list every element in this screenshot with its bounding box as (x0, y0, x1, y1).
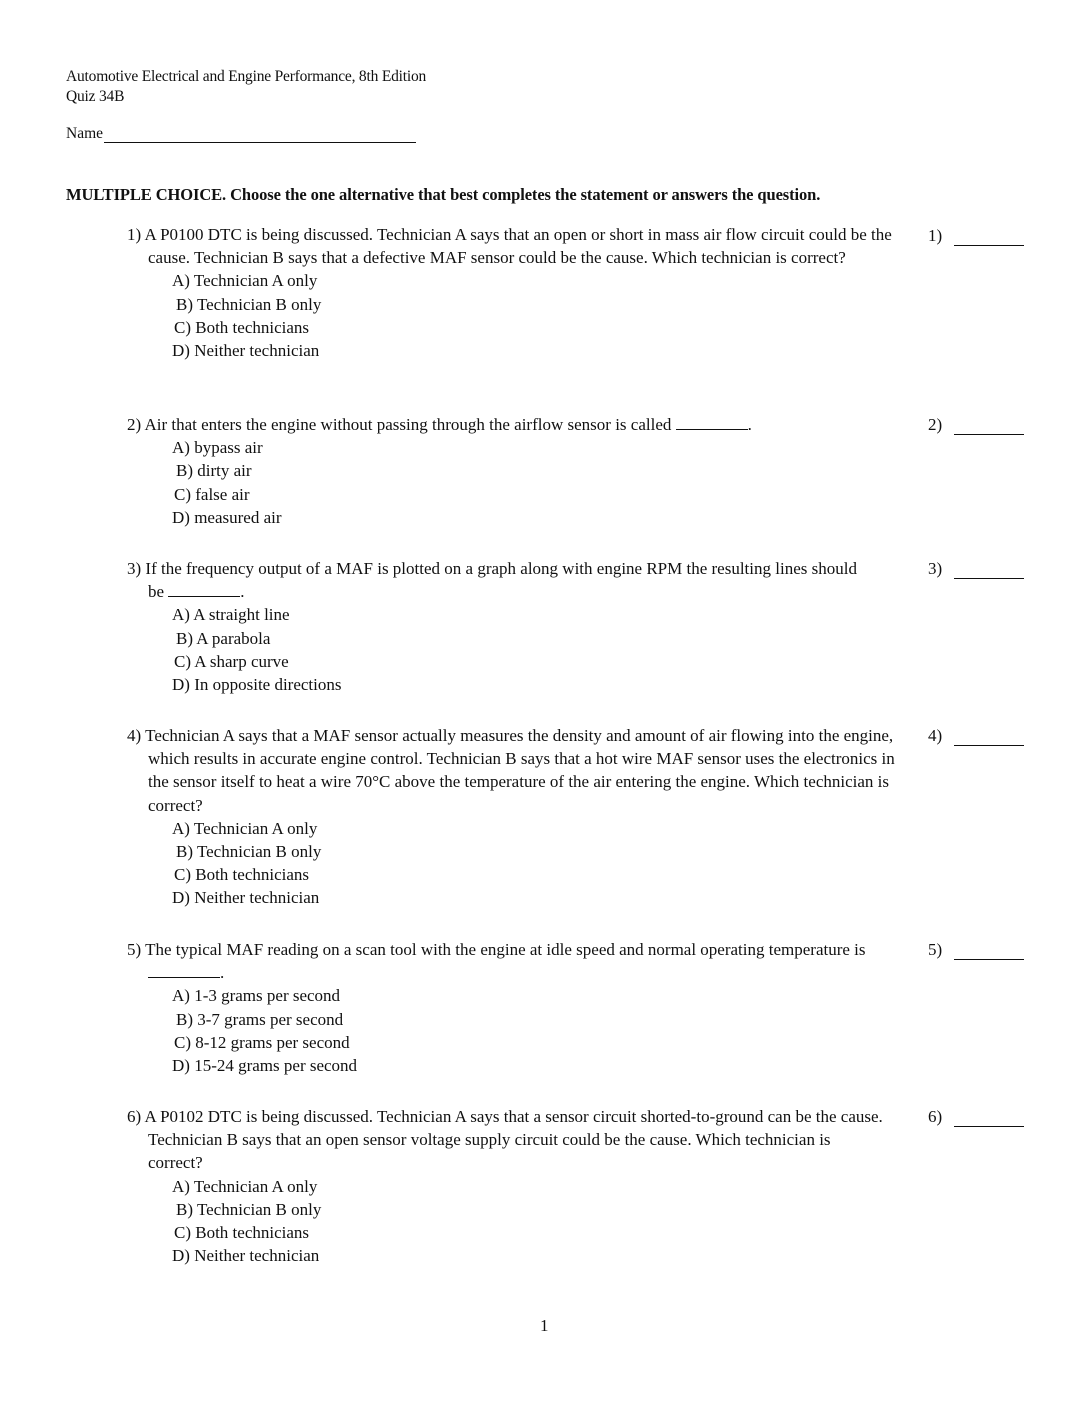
question-number: 6) (127, 1107, 142, 1126)
choice-list (172, 984, 917, 1077)
question-text: The typical MAF reading on a scan tool with the engine at idle speed and normal operating temperature is (145, 940, 866, 959)
choice-list (172, 436, 917, 529)
choice-d: D) 15-24 grams per second (172, 1056, 358, 1076)
answer-slot-6 (928, 1107, 1024, 1127)
question-text: If the frequency output of a MAF is plotted on a graph along with engine RPM the resulting lines should be (145, 559, 857, 602)
question-number: 2) (127, 415, 142, 434)
answer-slot-3 (928, 559, 1024, 579)
name-label: Name (66, 125, 104, 142)
fill-in-blank (676, 415, 748, 430)
answer-blank-line[interactable] (954, 1112, 1024, 1127)
choice-d: D) Neither technician (172, 341, 320, 361)
fill-in-blank (148, 963, 220, 978)
question-text-end: . (220, 963, 225, 983)
answer-number: 4) (928, 726, 943, 745)
choice-a: A) bypass air (172, 438, 263, 458)
choice-c: C) 8-12 grams per second (174, 1032, 350, 1052)
question-number: 4) (127, 726, 142, 745)
choice-list (172, 1175, 917, 1268)
question-5 (127, 938, 917, 1077)
answer-slot-4 (928, 726, 1024, 746)
answer-slot-5 (928, 940, 1024, 960)
name-blank-line[interactable] (104, 125, 416, 143)
question-number: 5) (127, 940, 142, 959)
choice-d: D) Neither technician (172, 888, 320, 908)
choice-a: A) Technician A only (172, 271, 318, 291)
answer-number: 2) (928, 415, 943, 434)
question-stem (127, 413, 917, 436)
answer-blank-line[interactable] (954, 420, 1024, 435)
answer-number: 3) (928, 559, 943, 578)
answer-blank-line[interactable] (954, 564, 1024, 579)
choice-a: A) A straight line (172, 605, 290, 625)
name-field-row (66, 125, 416, 143)
answer-blank-line[interactable] (954, 731, 1024, 746)
choice-list (172, 603, 917, 696)
question-3 (127, 557, 917, 696)
page-number: 1 (540, 1316, 549, 1335)
answer-blank-line[interactable] (954, 945, 1024, 960)
choice-c: C) false air (174, 484, 250, 504)
choice-d: D) Neither technician (172, 1246, 320, 1266)
question-stem (127, 1105, 917, 1175)
question-4 (127, 724, 917, 910)
question-stem (127, 938, 917, 984)
answer-slot-2 (928, 415, 1024, 435)
instructions: MULTIPLE CHOICE. Choose the one alternative that best completes the statement or answers the question. (66, 185, 821, 204)
choice-list (172, 817, 917, 910)
choice-a: A) Technician A only (172, 818, 318, 838)
question-text: A P0102 DTC is being discussed. Technician A says that a sensor circuit shorted-to-ground can be the cause. Technician B says that an open sensor voltage supply circuit could be the cause. Which technician is correct? (144, 1107, 883, 1173)
question-1 (127, 223, 917, 362)
choice-b: B) Technician B only (176, 294, 322, 314)
answer-blank-line[interactable] (954, 231, 1024, 246)
choice-b: B) Technician B only (176, 842, 322, 862)
question-number: 3) (127, 559, 142, 578)
choice-b: B) Technician B only (176, 1199, 322, 1219)
question-text: A P0100 DTC is being discussed. Technician A says that an open or short in mass air flow circuit could be the cause. Technician B says that a defective MAF sensor could be the cause. Which technician is correct? (144, 225, 892, 268)
choice-b: B) 3-7 grams per second (176, 1009, 344, 1029)
answer-number: 5) (928, 940, 943, 959)
answer-slot-1 (928, 226, 1024, 246)
choice-d: D) measured air (172, 507, 282, 527)
question-text-end: . (240, 582, 245, 602)
choice-c: C) Both technicians (174, 1223, 310, 1243)
question-6 (127, 1105, 917, 1267)
quiz-title: Quiz 34B (66, 88, 125, 105)
answer-number: 1) (928, 226, 943, 245)
choice-d: D) In opposite directions (172, 675, 342, 695)
choice-list (172, 269, 917, 362)
answer-number: 6) (928, 1107, 943, 1126)
question-number: 1) (127, 225, 142, 244)
book-title: Automotive Electrical and Engine Performance, 8th Edition (66, 68, 427, 85)
question-text-end: . (747, 415, 752, 434)
question-stem (127, 724, 917, 817)
choice-b: B) A parabola (176, 628, 271, 648)
question-text: Technician A says that a MAF sensor actually measures the density and amount of air flowing into the engine, which results in accurate engine control. Technician B says that a hot wire MAF sensor uses the electronics in the sensor itself to heat a wire 70°C above the temperature of the air entering the engine. Which technician is correct? (145, 726, 895, 815)
choice-c: C) A sharp curve (174, 651, 289, 671)
choice-c: C) Both technicians (174, 865, 310, 885)
question-stem (127, 557, 917, 603)
question-stem (127, 223, 917, 269)
document-header (66, 67, 426, 107)
fill-in-blank (168, 582, 240, 597)
choice-c: C) Both technicians (174, 317, 310, 337)
choice-a: A) 1-3 grams per second (172, 986, 341, 1006)
choice-b: B) dirty air (176, 461, 252, 481)
question-2 (127, 413, 917, 529)
question-text: Air that enters the engine without passing through the airflow sensor is called (144, 415, 676, 434)
choice-a: A) Technician A only (172, 1176, 318, 1196)
